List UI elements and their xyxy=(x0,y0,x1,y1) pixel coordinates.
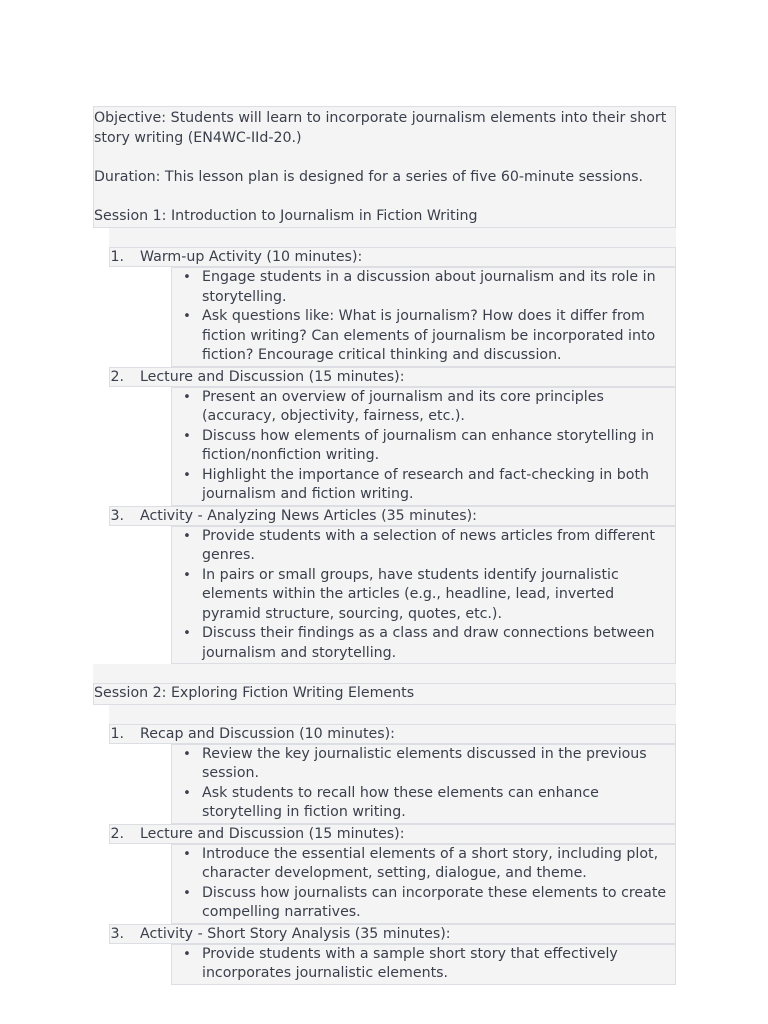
spacer xyxy=(93,664,676,683)
step-bullets xyxy=(171,526,676,665)
session-1-step-1 xyxy=(109,247,676,367)
bullet-icon: • xyxy=(183,746,191,762)
step-bullets xyxy=(171,267,676,367)
list-item: • In pairs or small groups, have students identify journalistic elements within the articles (e.g., headline, lead, inverted pyramid structure, sourcing, quotes, etc.). xyxy=(172,566,675,625)
bullet-icon: • xyxy=(183,428,191,444)
list-item: • Ask students to recall how these elements can enhance storytelling in fiction writing. xyxy=(172,784,675,823)
bullet-icon: • xyxy=(183,389,191,405)
duration-text: Duration: This lesson plan is designed for a series of five 60-minute sessions. xyxy=(94,168,643,185)
session-2-step-1 xyxy=(109,724,676,824)
step-heading xyxy=(109,924,676,944)
session-1-steps xyxy=(93,247,676,664)
step-number: 3. xyxy=(110,925,124,942)
lesson-plan-document xyxy=(93,106,676,985)
bullet-icon: • xyxy=(183,946,191,962)
spacer xyxy=(109,705,676,724)
step-title: Lecture and Discussion (15 minutes): xyxy=(140,368,405,385)
session-1-step-3 xyxy=(109,506,676,665)
bullet-icon: • xyxy=(183,567,191,583)
bullet-icon: • xyxy=(183,528,191,544)
step-heading xyxy=(109,506,676,526)
bullet-icon: • xyxy=(183,785,191,801)
bullet-icon: • xyxy=(183,626,191,641)
list-item: • Discuss how journalists can incorporate these elements to create compelling narratives. xyxy=(172,884,675,923)
step-number: 1. xyxy=(110,725,124,742)
session-1-step-2 xyxy=(109,367,676,506)
list-item: • Provide students with a selection of news articles from different genres. xyxy=(172,527,675,566)
step-bullets xyxy=(171,944,676,985)
list-item: • Review the key journalistic elements discussed in the previous session. xyxy=(172,745,675,784)
step-heading xyxy=(109,724,676,744)
step-bullets xyxy=(171,387,676,506)
session-2-step-2 xyxy=(109,824,676,924)
list-item: • Engage students in a discussion about journalism and its role in storytelling. xyxy=(172,268,675,307)
list-item: • Provide students with a sample short story that effectively incorporates journalistic elements. xyxy=(172,945,675,984)
bullet-icon: • xyxy=(183,885,191,901)
bullet-icon: • xyxy=(183,270,191,285)
bullet-icon: • xyxy=(183,309,191,324)
objective-text: Objective: Students will learn to incorporate journalism elements into their short story writing (EN4WC-IId-20.) xyxy=(94,110,667,146)
session-2-title: Session 2: Exploring Fiction Writing Elements xyxy=(94,685,415,701)
step-title: Warm-up Activity (10 minutes): xyxy=(140,249,363,265)
step-title: Lecture and Discussion (15 minutes): xyxy=(140,825,405,842)
bullet-icon: • xyxy=(183,467,191,483)
step-title: Activity - Short Story Analysis (35 minutes): xyxy=(140,925,451,942)
list-item: • Discuss their findings as a class and draw connections between journalism and storytelling. xyxy=(172,624,675,663)
step-heading xyxy=(109,367,676,387)
session-2-title-box xyxy=(93,683,676,705)
step-title: Recap and Discussion (10 minutes): xyxy=(140,725,395,742)
step-heading xyxy=(109,824,676,844)
session-2-step-3 xyxy=(109,924,676,985)
step-heading xyxy=(109,247,676,267)
step-number: 2. xyxy=(110,368,124,385)
bullet-icon: • xyxy=(183,846,191,862)
intro-box xyxy=(93,106,676,228)
step-bullets xyxy=(171,844,676,924)
list-item: • Introduce the essential elements of a short story, including plot, character development, setting, dialogue, and theme. xyxy=(172,845,675,884)
list-item: • Ask questions like: What is journalism? How does it differ from fiction writing? Can elements of journalism be incorporated into fiction? Encourage critical thinking and discussion. xyxy=(172,307,675,366)
step-number: 1. xyxy=(110,249,124,265)
session-2-steps xyxy=(93,724,676,985)
step-number: 2. xyxy=(110,825,124,842)
step-bullets xyxy=(171,744,676,824)
list-item: • Present an overview of journalism and its core principles (accuracy, objectivity, fairness, etc.). xyxy=(172,388,675,427)
list-item: • Discuss how elements of journalism can enhance storytelling in fiction/nonfiction writing. xyxy=(172,427,675,466)
session-1-title: Session 1: Introduction to Journalism in Fiction Writing xyxy=(94,207,478,224)
list-item: • Highlight the importance of research and fact-checking in both journalism and fiction writing. xyxy=(172,466,675,505)
step-number: 3. xyxy=(110,507,124,524)
step-title: Activity - Analyzing News Articles (35 minutes): xyxy=(140,507,477,524)
spacer xyxy=(109,228,676,247)
